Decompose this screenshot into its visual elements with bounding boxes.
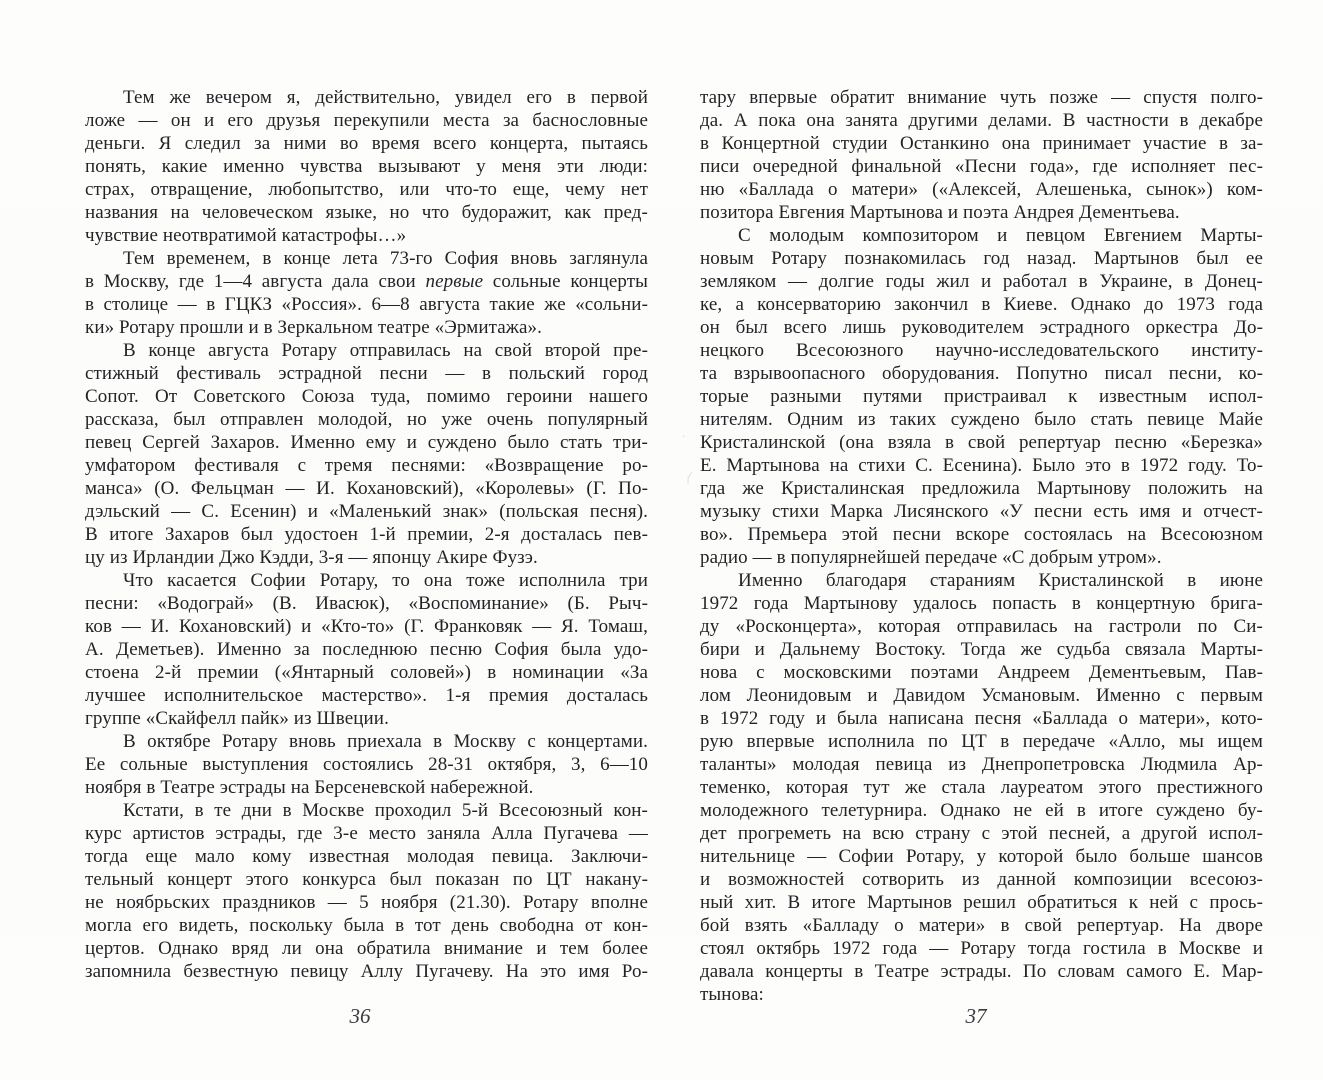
text-line: В конце августа Ротару отправилась на свой второй пре-	[123, 340, 648, 361]
text-line: рую впервые исполнила по ЦТ в передаче «Алло, мы ищем	[700, 731, 1263, 752]
paragraph	[85, 569, 648, 730]
text-line: гда же Кристалинская предложила Мартынову положить на	[700, 478, 1263, 499]
text-line: нителям. Одним из таких суждено было стать певице Майе	[700, 409, 1263, 430]
page-number-left: 36	[349, 1004, 371, 1028]
text-line: позитора Евгения Мартынова и поэта Андрея Дементьева.	[700, 202, 1180, 223]
text-line: таланты» молодая певица из Днепропетровска Людмила Ар-	[700, 754, 1263, 775]
text-line: радио — в популярнейшей передаче «С добрым утром».	[700, 547, 1162, 568]
paragraph	[700, 86, 1263, 224]
text-line: теменко, которая тут же стала лауреатом этого престижного	[700, 777, 1263, 798]
text-line: стоял октябрь 1972 года — Ротару тогда гостила в Москве и	[700, 938, 1263, 959]
text-line: ный хит. В итоге Мартынов решил обратиться к ней с прось-	[700, 892, 1263, 913]
text-line: Е. Мартынова на стихи С. Есенина). Было это в 1972 году. То-	[700, 455, 1263, 476]
text-line: певец Сергей Захаров. Именно ему и суждено было стать три-	[85, 432, 648, 453]
text-line: и возможностей сотворить из данной композиции всесоюз-	[700, 869, 1263, 890]
text-line: он был всего лишь руководителем эстрадного оркестра До-	[700, 317, 1263, 338]
text-line: умфатором фестиваля с тремя песнями: «Возвращение ро-	[85, 455, 648, 476]
text-line: манса» (О. Фельцман — И. Кохановский), «Королевы» (Г. По-	[85, 478, 648, 499]
text-line: ков — И. Кохановский) и «Кто-то» (Г. Франковяк — Я. Томаш,	[85, 616, 648, 637]
text-line: тогда еще мало кому известная молодая певица. Заключи-	[85, 846, 648, 867]
page-number-right: 37	[965, 1004, 987, 1028]
paragraph	[700, 569, 1263, 1006]
text-line: дет прогреметь на всю страну с этой песней, а другой испол-	[700, 823, 1263, 844]
text-line: лом Леонидовым и Давидом Усмановым. Именно с первым	[700, 685, 1263, 706]
paragraph	[700, 224, 1263, 569]
text-line: понять, какие именно чувства вызывают у меня эти люди:	[85, 156, 648, 177]
paragraph	[85, 799, 648, 983]
text-line: новым Ротару познакомилась год назад. Мартынов был ее	[700, 248, 1263, 269]
text-line: в столице — в ГЦКЗ «Россия». 6—8 августа такие же «сольни-	[85, 294, 648, 315]
text-line: группе «Скайфелл пайк» из Швеции.	[85, 708, 389, 729]
text-line: деньги. Я следил за ними во время всего концерта, пытаясь	[85, 133, 648, 154]
text-line: стоена 2-й премии («Янтарный соловей») в номинации «За	[85, 662, 648, 683]
text-line: Кстати, в те дни в Москве проходил 5-й Всесоюзный кон-	[123, 800, 648, 821]
text-line: торые разными путями пристраивал к известным испол-	[700, 386, 1263, 407]
paragraph	[85, 339, 648, 569]
text-line: ду «Росконцерта», которая отправилась на гастроли по Си-	[700, 616, 1263, 637]
text-line: А. Деметьев). Именно за последнюю песню София была удо-	[85, 639, 648, 660]
text-line: чувствие неотвратимой катастрофы…»	[85, 225, 407, 246]
text-line: во». Премьера этой песни вскоре состоялась на Всесоюзном	[700, 524, 1263, 545]
text-line: песни: «Водограй» (В. Ивасюк), «Воспоминание» (Б. Рыч-	[85, 593, 648, 614]
paragraph	[85, 86, 648, 247]
text-line: в 1972 году и была написана песня «Баллада о матери», кото-	[700, 708, 1263, 729]
text-line: ноября в Театре эстрады на Берсеневской набережной.	[85, 777, 534, 798]
text-line: курс артистов эстрады, где 3-е место заняла Алла Пугачева —	[85, 823, 648, 844]
text-line: молодежного телетурнира. Однако не ей в итоге суждено бу-	[700, 800, 1263, 821]
text-line: названия на человеческом языке, но что будоражит, как пред-	[85, 202, 648, 223]
text-line: Тем же вечером я, действительно, увидел его в первой	[123, 87, 648, 108]
text-line: бири и Дальнему Востоку. Тогда же судьба связала Марты-	[700, 639, 1263, 660]
text-line: рассказа, был отправлен молодой, но уже очень популярный	[85, 409, 648, 430]
text-line: не ноябрьских праздников — 5 ноября (21.30). Ротару вполне	[85, 892, 648, 913]
text-line: ню «Баллада о матери» («Алексей, Алешенька, сынок») ком-	[700, 179, 1263, 200]
text-line: Тем временем, в конце лета 73-го София вновь заглянула	[123, 248, 648, 269]
text-line: да. А пока она занята другими делами. В частности в декабре	[700, 110, 1263, 131]
text-line: давала концерты в Театре эстрады. По словам самого Е. Мар-	[700, 961, 1263, 982]
text-line: тельный концерт этого конкурса был показан по ЦТ накану-	[85, 869, 648, 890]
text-line: нова с московскими поэтами Андреем Дементьевым, Пав-	[700, 662, 1263, 683]
text-line: земляком — долгие годы жил и работал в Украине, в Донец-	[700, 271, 1263, 292]
text-line: В итоге Захаров был удостоен 1-й премии, 2-я досталась пев-	[85, 524, 648, 545]
text-line: С молодым композитором и певцом Евгением Марты-	[738, 225, 1263, 246]
text-line: могла его видеть, поскольку была в тот день свободна от кон-	[85, 915, 648, 936]
text-line: писи очередной финальной «Песни года», где исполняет пес-	[700, 156, 1263, 177]
text-line: бой взять «Балладу о матери» в свой репертуар. На дворе	[700, 915, 1263, 936]
text-line: стижный фестиваль эстрадной песни — в польский город	[85, 363, 648, 384]
text-line: ки» Ротару прошли и в Зеркальном театре «Эрмитажа».	[85, 317, 542, 338]
text-line: Сопот. От Советского Союза туда, помимо героини нашего	[85, 386, 648, 407]
text-line: та взрывоопасного оборудования. Попутно писал песни, ко-	[700, 363, 1263, 384]
text-line: В октябре Ротару вновь приехала в Москву с концертами.	[123, 731, 648, 752]
text-line: запомнила безвестную певицу Аллу Пугачеву. На это имя Ро-	[85, 961, 648, 982]
text-line: лучшее исполнительское мастерство». 1-я премия досталась	[85, 685, 648, 706]
text-line: Что касается Софии Ротару, то она тоже исполнила три	[123, 570, 648, 591]
text-line: ложе — он и его друзья перекупили места за баснословные	[85, 110, 648, 131]
text-line: Кристалинской (она взяла в свой репертуар песню «Березка»	[700, 432, 1263, 453]
text-line: ке, а консерваторию закончил в Киеве. Однако до 1973 года	[700, 294, 1263, 315]
text-line: Именно благодаря стараниям Кристалинской в июне	[738, 570, 1263, 591]
text-line: нецкого Всесоюзного научно-исследовательского институ-	[700, 340, 1263, 361]
text-line: 1972 года Мартынову удалось попасть в концертную брига-	[700, 593, 1263, 614]
text-line: дэльский — С. Есенин) и «Маленький знак» (польская песня).	[85, 501, 648, 522]
left-page-text-column	[85, 86, 648, 983]
text-line: цу из Ирландии Джо Кэдди, 3-я — японцу Акире Фузэ.	[85, 547, 538, 568]
text-line: нительнице — Софии Ротару, у которой было больше шансов	[700, 846, 1263, 867]
scan-artifact: ·	[679, 429, 688, 446]
text-line: тару впервые обратит внимание чуть позже — спустя полго-	[700, 87, 1263, 108]
text-line: в Концертной студии Останкино она принимает участие в за-	[700, 133, 1263, 154]
scan-artifact: ⟨	[683, 470, 694, 487]
paragraph	[85, 247, 648, 339]
paragraph	[85, 730, 648, 799]
text-line: Ее сольные выступления состоялись 28-31 октября, 3, 6—10	[85, 754, 648, 775]
text-line: музыку стихи Марка Лисянского «У песни есть имя и отчест-	[700, 501, 1263, 522]
text-line: тынова:	[700, 984, 764, 1005]
text-line: цертов. Однако вряд ли она обратила внимание и тем более	[85, 938, 648, 959]
text-line: страх, отвращение, любопытство, или что-то еще, чему нет	[85, 179, 648, 200]
right-page-text-column	[700, 86, 1263, 1006]
text-line: в Москву, где 1—4 августа дала свои первые сольные концерты	[85, 271, 648, 292]
